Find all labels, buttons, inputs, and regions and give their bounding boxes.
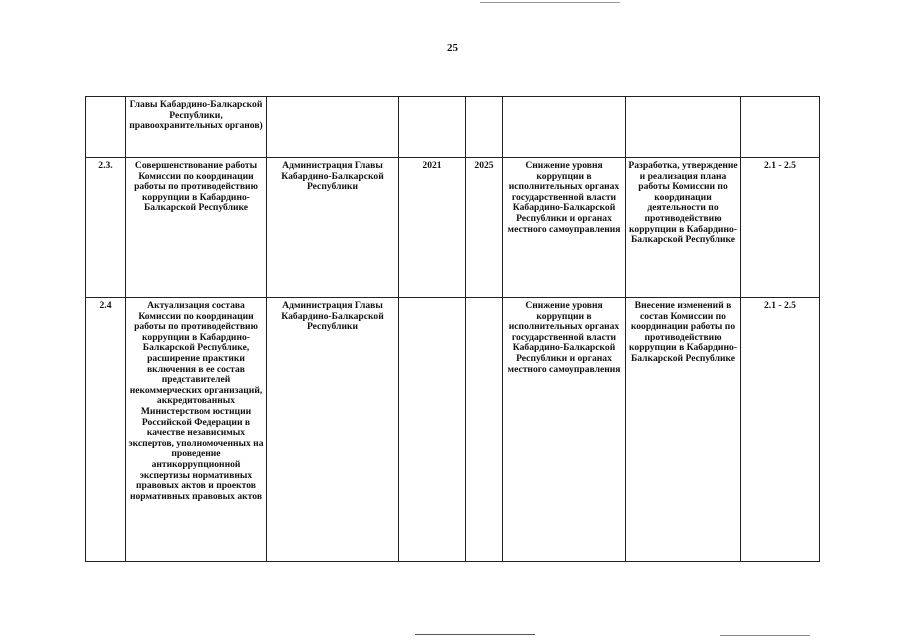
- end-year-cell: [466, 97, 503, 158]
- result-cell: [626, 97, 741, 158]
- link-cell: 2.1 - 2.5: [741, 158, 820, 298]
- goal-cell: Снижение уровня коррупции в исполнительных органах государственной власти Кабардино-Балкарской Республики и органах местного самоуправления: [503, 298, 626, 562]
- table-row: [86, 298, 820, 562]
- executor-cell: Администрация Главы Кабардино-Балкарской Республики: [267, 158, 399, 298]
- result-cell: Внесение изменений в состав Комиссии по координации работы по противодействию коррупции в Кабардино-Балкарской Республике: [626, 298, 741, 562]
- event-cell: Актуализация состава Комиссии по координации работы по противодействию коррупции в Кабардино-Балкарской Республике, расширение практики включения в ее состав представителей некоммерческих организаций, аккредитованных Министерством юстиции Российской Федерации в качестве независимых экспертов, уполномоченных на проведение антикоррупционной экспертизы нормативных правовых актов и проектов нормативных правовых актов: [126, 298, 267, 562]
- table-row: [86, 158, 820, 298]
- link-cell: 2.1 - 2.5: [741, 298, 820, 562]
- row-number: [86, 97, 126, 158]
- start-year-cell: [399, 298, 466, 562]
- scan-artifact-top: [480, 2, 620, 3]
- row-number: 2.4: [86, 298, 126, 562]
- link-cell: [741, 97, 820, 158]
- goal-cell: Снижение уровня коррупции в исполнительных органах государственной власти Кабардино-Балкарской Республики и органах местного самоуправления: [503, 158, 626, 298]
- scan-artifact-bottom-right: [720, 635, 810, 636]
- executor-cell: [267, 97, 399, 158]
- action-plan-table: [85, 96, 820, 562]
- page-number: 25: [447, 42, 458, 54]
- goal-cell: [503, 97, 626, 158]
- end-year-cell: [466, 298, 503, 562]
- start-year-cell: [399, 97, 466, 158]
- event-cell: Главы Кабардино-Балкарской Республики, правоохранительных органов): [126, 97, 267, 158]
- table-row: [86, 97, 820, 158]
- end-year-cell: 2025: [466, 158, 503, 298]
- executor-cell: Администрация Главы Кабардино-Балкарской Республики: [267, 298, 399, 562]
- scan-artifact-bottom: [415, 634, 535, 635]
- result-cell: Разработка, утверждение и реализация плана работы Комиссии по координации деятельности по противодействию коррупции в Кабардино-Балкарской Республике: [626, 158, 741, 298]
- start-year-cell: 2021: [399, 158, 466, 298]
- event-cell: Совершенствование работы Комиссии по координации работы по противодействию коррупции в Кабардино-Балкарской Республике: [126, 158, 267, 298]
- row-number: 2.3.: [86, 158, 126, 298]
